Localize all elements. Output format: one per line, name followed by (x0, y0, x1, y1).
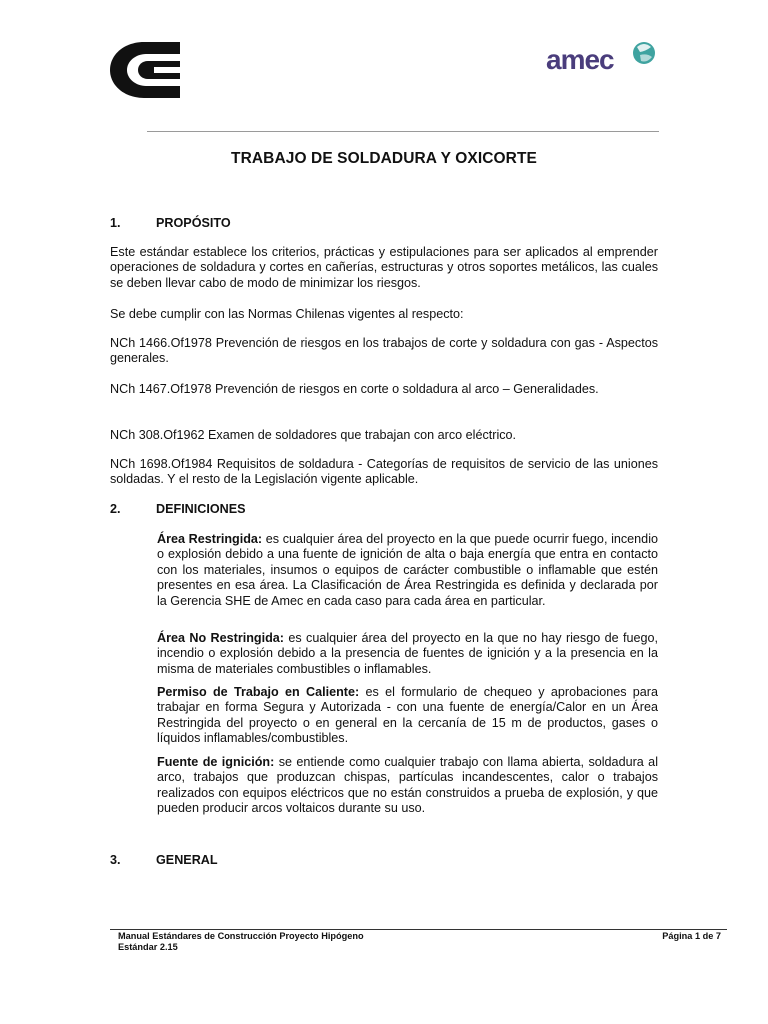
definition-term: Área Restringida: (157, 532, 263, 546)
section-heading-general (110, 853, 218, 867)
definition-term: Permiso de Trabajo en Caliente: (157, 685, 360, 699)
section-number: 1. (110, 216, 121, 230)
globe-icon (631, 40, 657, 66)
section-number: 3. (110, 853, 121, 867)
footer-divider (110, 929, 727, 930)
definition-text: es cualquier área del proyecto en la que no hay riesgo de fuego, incendio o explosión debido a la presencia de fuentes de ignición y a la presencia en la misma de materiales combustibles o inflamables. (157, 631, 659, 676)
norma-nch1466: NCh 1466.Of1978 Prevención de riesgos en los trabajos de corte y soldadura con gas - Aspectos generales. (110, 336, 658, 366)
definition-text: es cualquier área del proyecto en la que puede ocurrir fuego, incendio o explosión debido a una fuente de ignición de alta o baja energía que entra en contacto con los materiales, insumos o equipos de carácter combustible o inflamable que estén presentes en esa área. La Clasificación de Área Restringida es definida y declarada por la Gerencia SHE de Amec en cada caso para cada área en particular. (157, 532, 658, 608)
norma-nch1467: NCh 1467.Of1978 Prevención de riesgos en corte o soldadura al arco – Generalidades. (110, 382, 599, 396)
section-heading-definitions (110, 502, 246, 516)
document-title: TRABAJO DE SOLDADURA Y OXICORTE (231, 150, 537, 167)
normas-intro-paragraph: Se debe cumplir con las Normas Chilenas vigentes al respecto: (110, 307, 464, 321)
company-emblem-logo (110, 42, 180, 98)
footer-manual-name: Manual Estándares de Construcción Proyecto Hipógeno (118, 931, 364, 941)
section-title: PROPÓSITO (156, 216, 231, 230)
amec-logo-text: amec (546, 44, 614, 75)
section-title: GENERAL (156, 853, 218, 867)
footer-page-number: Página 1 de 7 (662, 931, 721, 941)
definition-permiso-trabajo-caliente (157, 685, 658, 747)
company-emblem-icon (110, 42, 180, 98)
definition-term: Fuente de ignición: (157, 755, 275, 769)
norma-nch1698: NCh 1698.Of1984 Requisitos de soldadura - Categorías de requisitos de servicio de las uniones soldadas. Y el resto de la Legislación vigente aplicable. (110, 457, 658, 487)
definition-fuente-ignicion (157, 755, 658, 817)
section-title: DEFINICIONES (156, 502, 246, 516)
header-divider (147, 131, 659, 132)
amec-logo (540, 38, 658, 80)
section-number: 2. (110, 502, 121, 516)
definition-area-no-restringida (157, 631, 658, 677)
definition-text: es el formulario de chequeo y aprobaciones para trabajar en forma Segura y Autorizada - con una fuente de energía/Calor en un Área Restringida del proyecto o en general en la cercanía de 15 m de productos, gases o líquidos inflamables/combustibles. (157, 685, 658, 746)
page-footer (118, 931, 721, 953)
definition-text: se entiende como cualquier trabajo con llama abierta, soldadura al arco, trabajos que produzcan chispas, partículas incandescentes, calor o trabajos realizados con equipos eléctricos que no están construidos a prueba de explosión, y que pueden producir arcos voltaicos durante su uso. (157, 755, 658, 816)
norma-nch308: NCh 308.Of1962 Examen de soldadores que trabajan con arco eléctrico. (110, 428, 517, 442)
purpose-paragraph: Este estándar establece los criterios, prácticas y estipulaciones para ser aplicados al emprender operaciones de soldadura y cortes en cañerías, estructuras y otros soportes metálicos, las cuales se deben llevar cabo de modo de minimizar los riesgos. (110, 245, 658, 290)
definition-area-restringida (157, 532, 658, 609)
section-heading-purpose (110, 216, 231, 230)
definition-term: Área No Restringida: (157, 631, 285, 645)
footer-standard-number: Estándar 2.15 (118, 942, 178, 952)
